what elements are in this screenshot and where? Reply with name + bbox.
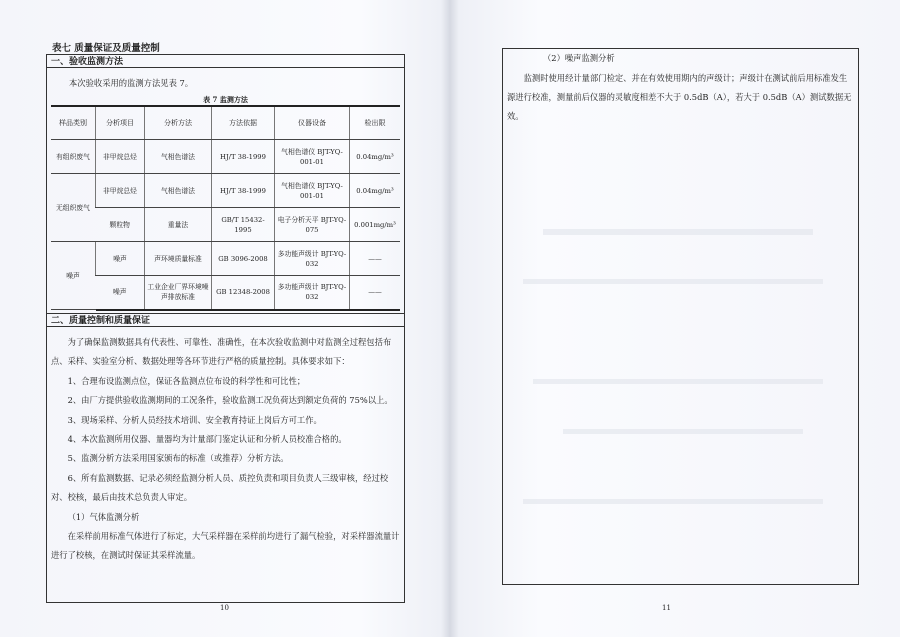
header-item: 分析项目 bbox=[96, 106, 145, 140]
cell-item: 噪声 bbox=[96, 242, 145, 276]
cell-category: 无组织废气 bbox=[51, 174, 96, 242]
table-row bbox=[51, 208, 400, 242]
table-header-row bbox=[51, 106, 400, 140]
cell-method: 重量法 bbox=[145, 208, 212, 242]
content-frame-right bbox=[502, 48, 859, 585]
section-heading-quality: 二、质量控制和质量保证 bbox=[47, 313, 404, 327]
cell-instrument: 电子分析天平 BJT-YQ-075 bbox=[275, 208, 350, 242]
methods-table bbox=[51, 105, 400, 311]
header-instrument: 仪器设备 bbox=[275, 106, 350, 140]
cell-item: 非甲烷总烃 bbox=[96, 140, 145, 174]
noise-text bbox=[507, 69, 852, 126]
header-basis: 方法依据 bbox=[212, 106, 275, 140]
bleed-through-mark bbox=[523, 279, 823, 284]
paragraph: 监测时使用经计量部门检定、并在有效使用期内的声级计；声级计在测试前后用标准发生源进行校准，测量前后仪器的灵敏度相差不大于 0.5dB（A），若大于 0.5dB（A）测试数据无效。 bbox=[507, 73, 852, 121]
cell-limit: 0.04mg/m³ bbox=[350, 174, 401, 208]
table-row bbox=[51, 242, 400, 276]
bleed-through-mark bbox=[533, 379, 823, 384]
header-method: 分析方法 bbox=[145, 106, 212, 140]
cell-limit: —— bbox=[350, 242, 401, 276]
subheading-gas: （1）气体监测分析 bbox=[67, 511, 140, 522]
cell-item: 颗粒物 bbox=[96, 208, 145, 242]
page-title: 表七 质量保证及质量控制 bbox=[52, 43, 160, 54]
cell-method: 声环境质量标准 bbox=[145, 242, 212, 276]
paragraph: 2、由厂方提供验收监测期间的工况条件，验收监测工况负荷达到额定负荷的 75%以上。 bbox=[67, 395, 393, 406]
page-number-left: 10 bbox=[220, 604, 229, 612]
paragraph: 为了确保监测数据具有代表性、可靠性、准确性，在本次验收监测中对监测全过程包括布点、采样、实验室分析、数据处理等各环节进行严格的质量控制。具体要求如下： bbox=[51, 337, 392, 367]
cell-instrument: 气相色谱仪 BJT-YQ-001-01 bbox=[275, 140, 350, 174]
table-caption: 表 7 监测方法 bbox=[203, 95, 248, 104]
paragraph: 在采样前用标准气体进行了标定，大气采样器在采样前均进行了漏气检验，对采样器流量计进行了校核，在测试时保证其采样流量。 bbox=[51, 531, 400, 561]
paragraph: 1、合理布设监测点位，保证各监测点位布设的科学性和可比性； bbox=[67, 375, 306, 386]
right-page bbox=[452, 0, 900, 637]
bleed-through-mark bbox=[543, 229, 813, 235]
table-row bbox=[51, 276, 400, 310]
cell-limit: 0.04mg/m³ bbox=[350, 140, 401, 174]
section-heading-methods: 一、验收监测方法 bbox=[47, 54, 404, 68]
intro-text: 本次验收采用的监测方法见表 7。 bbox=[69, 78, 194, 88]
cell-method: 气相色谱法 bbox=[145, 140, 212, 174]
cell-instrument: 多功能声级计 BJT-YQ-032 bbox=[275, 276, 350, 310]
cell-category: 有组织废气 bbox=[51, 140, 96, 174]
cell-item: 噪声 bbox=[96, 276, 145, 310]
cell-basis: GB/T 15432-1995 bbox=[212, 208, 275, 242]
header-category: 样品类别 bbox=[51, 106, 96, 140]
header-limit: 检出限 bbox=[350, 106, 401, 140]
cell-method: 工业企业厂界环境噪声排放标准 bbox=[145, 276, 212, 310]
paragraph: 5、监测分析方法采用国家颁布的标准（或推荐）分析方法。 bbox=[67, 453, 289, 464]
cell-basis: GB 3096-2008 bbox=[212, 242, 275, 276]
cell-limit: —— bbox=[350, 276, 401, 310]
bleed-through-mark bbox=[563, 429, 803, 434]
cell-basis: GB 12348-2008 bbox=[212, 276, 275, 310]
table-row bbox=[51, 140, 400, 174]
cell-limit: 0.001mg/m³ bbox=[350, 208, 401, 242]
content-frame bbox=[46, 54, 405, 603]
cell-instrument: 多功能声级计 BJT-YQ-032 bbox=[275, 242, 350, 276]
cell-method: 气相色谱法 bbox=[145, 174, 212, 208]
cell-instrument: 气相色谱仪 BJT-YQ-001-01 bbox=[275, 174, 350, 208]
bleed-through-mark bbox=[523, 499, 823, 504]
page-number-right: 11 bbox=[662, 604, 671, 612]
subheading-noise: （2）噪声监测分析 bbox=[543, 53, 615, 63]
cell-category: 噪声 bbox=[51, 242, 96, 310]
quality-control-text bbox=[51, 333, 400, 566]
table-row bbox=[51, 174, 400, 208]
paragraph: 3、现场采样、分析人员经技术培训、安全教育持证上岗后方可工作。 bbox=[67, 414, 322, 425]
paragraph: 6、所有监测数据、记录必须经监测分析人员、质控负责和项目负责人三级审核，经过校对、校核，最后由技术总负责人审定。 bbox=[51, 472, 389, 503]
cell-basis: HJ/T 38-1999 bbox=[212, 174, 275, 208]
paragraph: 4、本次监测所用仪器、量器均为计量部门鉴定认证和分析人员校准合格的。 bbox=[67, 434, 347, 445]
cell-item: 非甲烷总烃 bbox=[96, 174, 145, 208]
cell-basis: HJ/T 38-1999 bbox=[212, 140, 275, 174]
